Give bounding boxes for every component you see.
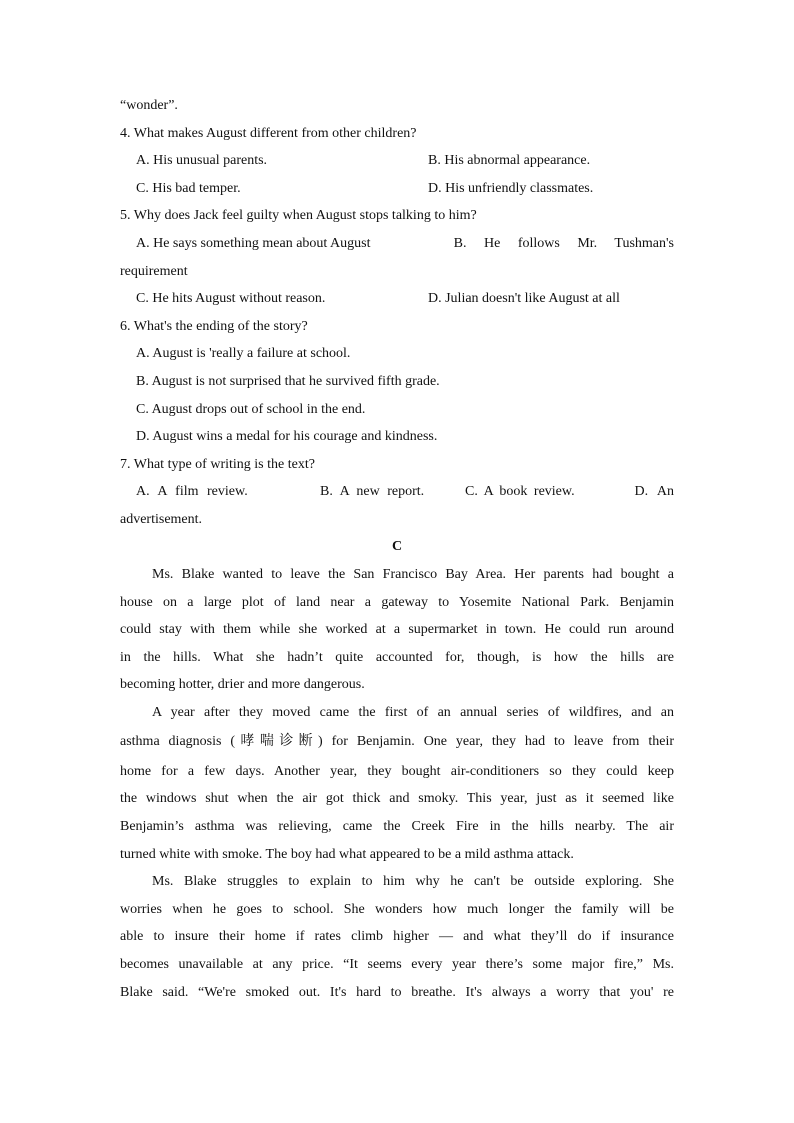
q5-option-c: C. He hits August without reason. bbox=[136, 291, 326, 306]
q7-option-d: D. An bbox=[634, 484, 674, 499]
q6-option-b: B. August is not surprised that he survived fifth grade. bbox=[136, 374, 440, 389]
passage-line: able to insure their home if rates climb higher — and what they’ll do if insurance bbox=[120, 929, 674, 944]
q5-option-d: D. Julian doesn't like August at all bbox=[428, 291, 620, 306]
passage-line: home for a few days. Another year, they bought air-conditioners so they could keep bbox=[120, 764, 674, 779]
q4-option-c: C. His bad temper. bbox=[136, 181, 241, 196]
q7-option-a: A. A film review. bbox=[136, 484, 248, 499]
q6-option-c: C. August drops out of school in the end. bbox=[136, 402, 366, 417]
q7-option-b: B. A new report. bbox=[320, 484, 425, 499]
passage-line: Ms. Blake struggles to explain to him why he can't be outside exploring. She bbox=[152, 874, 674, 889]
q4-option-a: A. His unusual parents. bbox=[136, 153, 268, 168]
passage-line: A year after they moved came the first of an annual series of wildfires, and an bbox=[152, 705, 674, 720]
passage-line: Blake said. “We're smoked out. It's hard to breathe. It's always a worry that you' re bbox=[120, 985, 674, 1000]
q6-option-d: D. August wins a medal for his courage and kindness. bbox=[136, 429, 438, 444]
q6-option-a: A. August is 'really a failure at school. bbox=[136, 346, 351, 361]
question-7-stem: 7. What type of writing is the text? bbox=[120, 457, 315, 472]
q7-option-c: C. A book review. bbox=[465, 484, 575, 499]
passage-line: asthma diagnosis (哮喘诊断) for Benjamin. One year, they had to leave from their bbox=[120, 734, 674, 749]
q4-option-d: D. His unfriendly classmates. bbox=[428, 181, 594, 196]
passage-line: becoming hotter, drier and more dangerous. bbox=[120, 677, 365, 692]
passage-line: in the hills. What she hadn’t quite accounted for, though, is how the hills are bbox=[120, 650, 674, 665]
passage-line: worries when he goes to school. She wonders how much longer the family will be bbox=[120, 902, 674, 917]
q5-option-b: B. He follows Mr. Tushman's bbox=[453, 236, 674, 251]
section-heading: C bbox=[391, 539, 403, 554]
question-4-stem: 4. What makes August different from other children? bbox=[120, 126, 417, 141]
passage-line: turned white with smoke. The boy had what appeared to be a mild asthma attack. bbox=[120, 847, 574, 862]
passage-line: Benjamin’s asthma was relieving, came the Creek Fire in the hills nearby. The air bbox=[120, 819, 674, 834]
question-5-stem: 5. Why does Jack feel guilty when August stops talking to him? bbox=[120, 208, 477, 223]
passage-line: the windows shut when the air got thick and smoky. This year, just as it seemed like bbox=[120, 791, 674, 806]
passage-line: could stay with them while she worked at a supermarket in town. He could run around bbox=[120, 622, 674, 637]
q5-option-a: A. He says something mean about August bbox=[136, 236, 371, 251]
q4-option-b: B. His abnormal appearance. bbox=[428, 153, 591, 168]
question-6-stem: 6. What's the ending of the story? bbox=[120, 319, 308, 334]
passage-line: becomes unavailable at any price. “It seems every year there’s some major fire,” Ms. bbox=[120, 957, 674, 972]
passage-line: house on a large plot of land near a gateway to Yosemite National Park. Benjamin bbox=[120, 595, 674, 610]
q7-option-d-continued: advertisement. bbox=[120, 512, 203, 527]
passage-line: Ms. Blake wanted to leave the San Francisco Bay Area. Her parents had bought a bbox=[152, 567, 674, 582]
top-fragment: “wonder”. bbox=[120, 98, 178, 113]
q5-option-b-continued: requirement bbox=[120, 264, 188, 279]
